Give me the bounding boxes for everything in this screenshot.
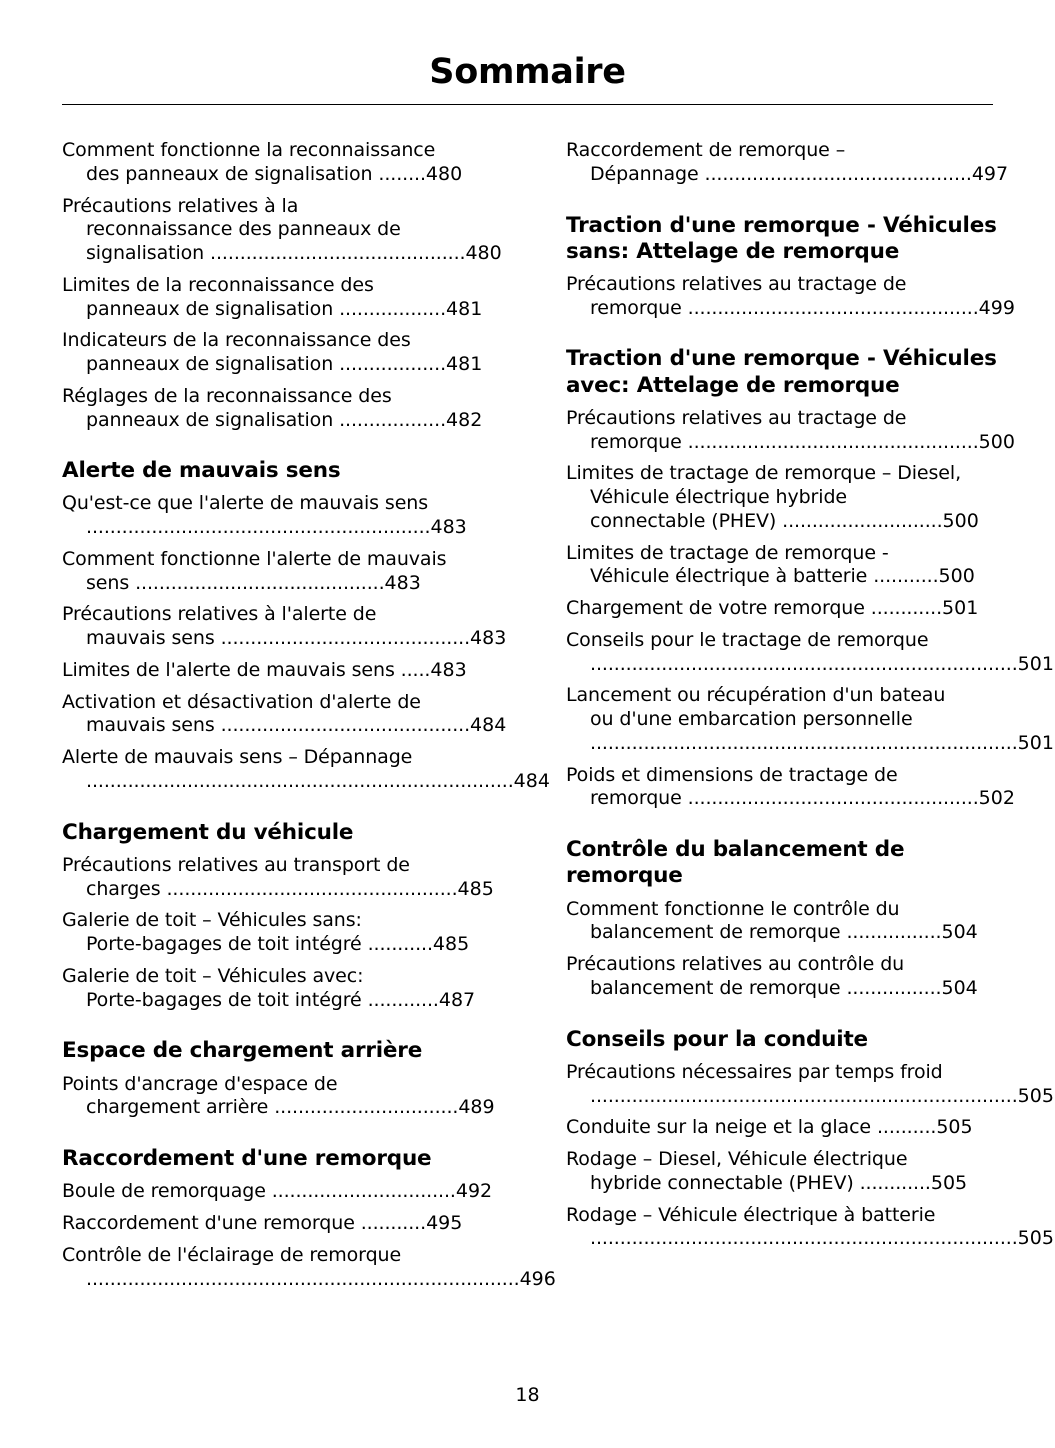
- toc-entry-page: 482: [446, 408, 483, 431]
- toc-entry[interactable]: [566, 1148, 1026, 1196]
- toc-entry-line: Limites de la reconnaissance des: [62, 273, 374, 296]
- toc-entry-line: Indicateurs de la reconnaissance des: [62, 329, 411, 352]
- toc-entry[interactable]: [62, 329, 522, 377]
- toc-entry-line: sens ..........................................483: [86, 571, 421, 594]
- toc-entry-line: Dépannage .............................................497: [590, 162, 1009, 185]
- toc-entry-line: panneaux de signalisation ..................481: [86, 353, 483, 375]
- toc-entry-line: Précautions relatives à l'alerte de: [62, 603, 377, 626]
- toc-entry-line: Contrôle de l'éclairage de remorque: [62, 1243, 402, 1266]
- toc-entry[interactable]: [566, 628, 1054, 677]
- toc-entry[interactable]: [566, 462, 1026, 533]
- toc-column-right: [566, 139, 1054, 1299]
- toc-section-heading: Alerte de mauvais sens: [62, 458, 341, 484]
- toc-entry-line: .........................................................................496: [86, 1267, 556, 1290]
- toc-entry-line: Précautions relatives au transport de: [62, 853, 410, 876]
- toc-entry[interactable]: [62, 1212, 522, 1236]
- toc-entry-page: 489: [458, 1096, 495, 1119]
- toc-entry-page: 480: [465, 242, 502, 264]
- toc-entry-line: reconnaissance des panneaux de: [86, 218, 401, 241]
- toc-entry-page: 505: [930, 1171, 968, 1194]
- toc-entry-line: panneaux de signalisation ..................481: [86, 297, 483, 320]
- toc-entry[interactable]: [62, 139, 522, 187]
- toc-entry-line: Rodage – Diesel, Véhicule électrique: [566, 1148, 908, 1171]
- toc-entry-page: 504: [941, 921, 978, 944]
- toc-entry-page: 484: [470, 714, 507, 737]
- toc-entry-page: 504: [941, 976, 978, 999]
- toc-entry-line: remorque .................................................502: [590, 787, 1015, 810]
- toc-entry-page: 505: [1017, 1227, 1054, 1250]
- toc-entry-line: hybride connectable (PHEV) ............505: [590, 1171, 968, 1194]
- toc-entry-line: Chargement de votre remorque ............501: [566, 597, 979, 620]
- toc-section-heading: Chargement du véhicule: [62, 819, 354, 845]
- toc-entry-line: Conduite sur la neige et la glace ..........505: [566, 1116, 973, 1139]
- toc-entry[interactable]: [566, 684, 1054, 755]
- toc-entry-line: connectable (PHEV) ...........................500: [590, 509, 979, 532]
- toc-section-heading: Contrôle du balancement de remorque: [566, 837, 905, 889]
- toc-entry-page: 483: [384, 571, 421, 594]
- toc-entry-line: remorque .................................................499: [590, 296, 1015, 319]
- toc-section-heading: Conseils pour la conduite: [566, 1026, 868, 1052]
- toc-entry-line: chargement arrière ...............................489: [86, 1096, 495, 1119]
- toc-entry-line: balancement de remorque ................504: [590, 921, 978, 944]
- toc-entry-line: Précautions relatives au contrôle du: [566, 953, 905, 976]
- toc-entry-page: 485: [457, 877, 494, 900]
- toc-entry[interactable]: [566, 542, 1026, 590]
- toc-entry-line: des panneaux de signalisation ........480: [86, 162, 463, 185]
- toc-entry-page: 483: [470, 627, 507, 650]
- toc-entry[interactable]: [566, 1203, 1054, 1252]
- toc-entry-line: Véhicule électrique hybride: [590, 486, 847, 509]
- toc-entry-line: ........................................................................501: [590, 731, 1054, 754]
- toc-entry[interactable]: [566, 139, 1026, 187]
- toc-entry-line: Poids et dimensions de tractage de: [566, 763, 898, 786]
- toc-entry-page: 495: [426, 1212, 463, 1235]
- toc-entry-line: Raccordement de remorque –: [566, 139, 846, 161]
- toc-entry[interactable]: [566, 1060, 1054, 1109]
- toc-entry-page: 483: [430, 516, 467, 539]
- toc-section-heading: Espace de chargement arrière: [62, 1038, 423, 1064]
- toc-entry-page: 499: [978, 296, 1015, 319]
- toc-entry-line: ........................................................................505: [590, 1227, 1054, 1250]
- toc-entry-line: Galerie de toit – Véhicules sans:: [62, 909, 362, 932]
- toc-entry[interactable]: [62, 854, 522, 902]
- toc-entry[interactable]: [62, 659, 522, 683]
- title-divider: [62, 104, 993, 105]
- toc-entry-line: Activation et désactivation d'alerte de: [62, 690, 421, 713]
- toc-entry[interactable]: [62, 909, 522, 957]
- toc-entry-line: Comment fonctionne l'alerte de mauvais: [62, 547, 447, 570]
- toc-section-heading: Traction d'une remorque - Véhicules sans: Attelage de remorque: [566, 212, 997, 264]
- toc-entry-line: balancement de remorque ................504: [590, 976, 978, 999]
- toc-entry-line: ........................................................................501: [590, 652, 1054, 675]
- toc-entry-page: 505: [936, 1116, 973, 1139]
- toc-entry[interactable]: [62, 548, 522, 596]
- toc-entry-line: Précautions relatives à la: [62, 194, 299, 217]
- toc-entry-line: mauvais sens ..........................................483: [86, 627, 507, 650]
- toc-entry-line: Précautions nécessaires par temps froid: [566, 1060, 943, 1083]
- toc-entry-page: 502: [978, 787, 1015, 810]
- toc-entry-page: 500: [938, 565, 975, 588]
- toc-entry-line: Porte-bagages de toit intégré ...........485: [86, 933, 470, 956]
- toc-entry[interactable]: [566, 273, 1026, 321]
- toc-entry-line: Réglages de la reconnaissance des: [62, 384, 392, 407]
- toc-entry-page: 480: [425, 162, 463, 185]
- toc-entry-line: Qu'est-ce que l'alerte de mauvais sens: [62, 492, 429, 515]
- toc-entry-line: ........................................................................505: [590, 1084, 1054, 1107]
- toc-entry-line: Véhicule électrique à batterie ...........500: [590, 565, 975, 588]
- page-title: Sommaire: [429, 52, 626, 92]
- toc-entry[interactable]: [566, 898, 1026, 946]
- toc-entry[interactable]: [62, 965, 522, 1013]
- toc-entry-line: signalisation ...........................................480: [86, 242, 502, 264]
- toc-entry[interactable]: [62, 691, 522, 739]
- toc-entry-page: 500: [942, 509, 979, 532]
- toc-entry-line: panneaux de signalisation ..................482: [86, 408, 483, 431]
- toc-entry-page: 492: [455, 1180, 493, 1203]
- toc-entry-line: Comment fonctionne le contrôle du: [566, 897, 900, 920]
- toc-entry[interactable]: [62, 492, 522, 540]
- toc-entry-page: 501: [1017, 652, 1054, 675]
- toc-entry[interactable]: [62, 274, 522, 322]
- toc-section-heading: Raccordement d'une remorque: [62, 1146, 432, 1172]
- toc-entry-line: ou d'une embarcation personnelle: [590, 708, 913, 731]
- page-number: 18: [515, 1384, 540, 1406]
- toc-entry[interactable]: [62, 1243, 556, 1292]
- toc-entry[interactable]: [62, 1073, 522, 1121]
- toc-entry-page: 483: [430, 658, 467, 681]
- toc-entry[interactable]: [566, 764, 1026, 812]
- toc-entry-page: 501: [1017, 731, 1054, 754]
- toc-entry[interactable]: [566, 953, 1026, 1001]
- toc-entry-page: 481: [446, 297, 483, 320]
- toc-entry-page: 497: [971, 162, 1009, 185]
- toc-entry-page: 501: [942, 597, 979, 620]
- toc-entry[interactable]: [566, 1116, 1026, 1140]
- toc-columns: [62, 139, 1054, 1299]
- toc-entry-line: ..........................................................483: [86, 516, 467, 539]
- toc-entry[interactable]: [62, 385, 522, 433]
- toc-entry[interactable]: [62, 195, 522, 266]
- toc-entry-line: Lancement ou récupération d'un bateau: [566, 684, 946, 707]
- toc-section-heading: Traction d'une remorque - Véhicules avec: Attelage de remorque: [566, 346, 997, 398]
- toc-entry-line: Galerie de toit – Véhicules avec:: [62, 964, 364, 987]
- toc-entry-line: Conseils pour le tractage de remorque: [566, 628, 929, 651]
- toc-entry-line: Points d'ancrage d'espace de: [62, 1072, 338, 1095]
- toc-entry-line: Porte-bagages de toit intégré ............487: [86, 988, 476, 1011]
- toc-entry-page: 484: [513, 769, 550, 792]
- toc-entry-line: Raccordement d'une remorque ...........495: [62, 1212, 463, 1235]
- toc-entry-page: 481: [446, 353, 483, 375]
- toc-entry-page: 496: [519, 1267, 556, 1290]
- toc-entry-line: remorque .................................................500: [590, 430, 1015, 453]
- toc-entry-line: charges .................................................485: [86, 877, 494, 900]
- toc-entry-page: 500: [978, 430, 1015, 453]
- toc-entry-page: 487: [438, 988, 476, 1011]
- toc-entry-line: Limites de tractage de remorque -: [566, 541, 889, 564]
- toc-entry-line: Rodage – Véhicule électrique à batterie: [566, 1203, 936, 1226]
- toc-entry[interactable]: [566, 407, 1026, 455]
- toc-entry[interactable]: [566, 597, 1026, 621]
- toc-entry-line: Limites de tractage de remorque – Diesel,: [566, 462, 962, 485]
- toc-entry-line: Limites de l'alerte de mauvais sens .....483: [62, 658, 467, 681]
- toc-entry-line: Précautions relatives au tractage de: [566, 406, 907, 429]
- toc-entry[interactable]: [62, 603, 522, 651]
- toc-column-left: [62, 139, 556, 1299]
- toc-entry-line: Précautions relatives au tractage de: [566, 272, 907, 295]
- toc-entry-line: Alerte de mauvais sens – Dépannage: [62, 746, 413, 769]
- toc-entry[interactable]: [62, 1180, 522, 1204]
- toc-entry-line: ........................................................................484: [86, 769, 550, 792]
- toc-entry-line: Boule de remorquage ...............................492: [62, 1180, 493, 1203]
- toc-entry-page: 505: [1017, 1084, 1054, 1107]
- toc-entry[interactable]: [62, 746, 550, 794]
- toc-entry-line: mauvais sens ..........................................484: [86, 714, 507, 737]
- toc-entry-line: Comment fonctionne la reconnaissance: [62, 139, 436, 161]
- toc-entry-page: 485: [432, 933, 470, 956]
